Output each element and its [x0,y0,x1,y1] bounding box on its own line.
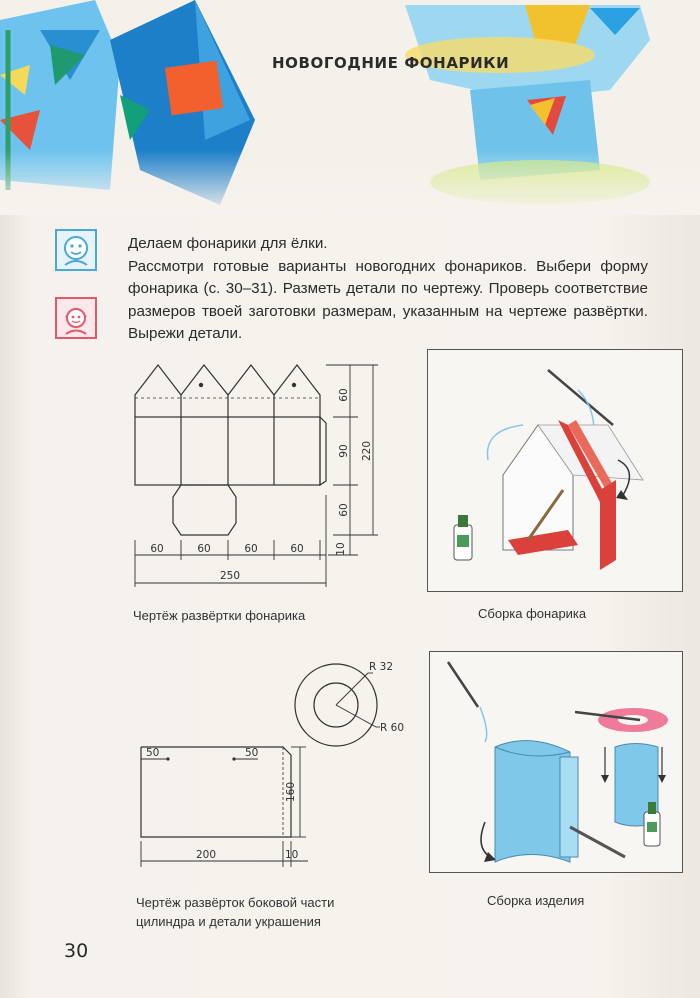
drawing1-caption: Чертёж развёртки фонарика [133,608,306,623]
dim-tab-left: 50 [146,747,160,759]
lantern-assembly-illustration [428,350,681,590]
lantern-net-drawing [128,355,388,600]
dim-tab-right: 50 [245,747,259,759]
instruction-heading: Делаем фонарики для ёлки. [128,235,328,252]
boy-face-icon [55,229,97,271]
dim-height: 160 [285,781,297,803]
instructions-text [128,233,648,346]
dim-height-2: 90 [338,444,350,458]
dim-inner-radius: R 32 [369,661,393,673]
assembly1-caption: Сборка фонарика [478,606,587,621]
dim-total-height: 220 [361,440,373,462]
dim-flap: 10 [285,849,299,861]
dim-height-3: 60 [338,503,350,517]
page-number: 30 [64,940,89,962]
dim-width-3: 60 [244,543,258,555]
drawing2-caption [136,893,334,931]
assembly2-frame [429,651,683,873]
header-illustration [0,0,700,215]
dim-width-1: 60 [150,543,164,555]
drawing2-caption-line1: Чертёж развёрток боковой части [136,895,335,910]
dim-flap: 10 [335,542,347,556]
girl-face-icon [55,297,97,339]
dim-width-4: 60 [290,543,304,555]
assembly1-frame [427,349,683,592]
cylinder-net-drawing [128,655,418,873]
page-title: НОВОГОДНИЕ ФОНАРИКИ [272,54,510,72]
dim-total-width: 250 [219,570,241,582]
dim-height-1: 60 [338,388,350,402]
assembly2-caption: Сборка изделия [487,893,585,908]
dim-width: 200 [195,849,217,861]
drawing2-caption-line2: цилиндра и детали украшения [136,914,321,929]
dim-width-2: 60 [197,543,211,555]
dim-outer-radius: R 60 [380,722,404,734]
lanterns-illustration [0,0,700,215]
cylinder-assembly-illustration [430,652,681,871]
instruction-body: Рассмотри готовые варианты новогодних фонариков. Выбери форму фонарика (с. 30–31). Разметь детали по чертежу. Проверь соответствие размеров твоей заготовки размерам, указанным на чертеже развёртки. Вырежи детали. [128,257,648,342]
